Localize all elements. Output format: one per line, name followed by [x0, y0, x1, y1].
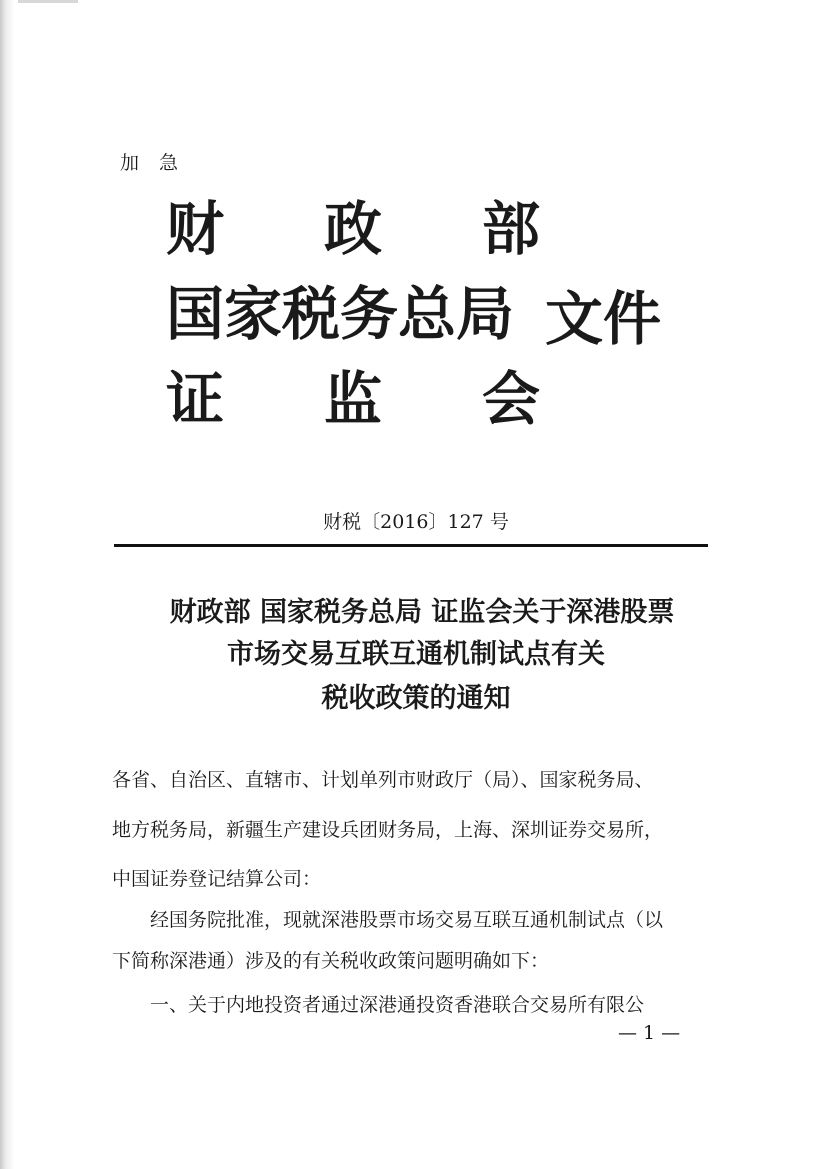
- body-line-1: 各省、自治区、直辖市、计划单列市财政厅（局）、国家税务局、: [112, 769, 654, 791]
- title-line-1: 财政部 国家税务总局 证监会关于深港股票: [169, 597, 675, 628]
- issuer-char: 部: [482, 195, 541, 263]
- document-suffix: 文件: [545, 285, 662, 353]
- issuer-char: 监: [324, 365, 383, 433]
- issuer-char: 会: [482, 365, 541, 433]
- title-line-3: 税收政策的通知: [321, 683, 511, 714]
- issuer-char: 政: [324, 195, 383, 263]
- scan-edge-shadow: [0, 0, 14, 1169]
- page-number: — 1 —: [618, 1022, 681, 1044]
- body-line-2: 地方税务局，新疆生产建设兵团财务局，上海、深圳证券交易所，: [112, 819, 664, 841]
- issuer-char: 证: [166, 365, 225, 433]
- body-line-3: 中国证券登记结算公司：: [112, 868, 322, 890]
- issuer-char: 财: [166, 195, 225, 263]
- issuer-csrc: [166, 365, 541, 433]
- document-number: 财税〔2016〕127 号: [323, 511, 509, 533]
- header-divider: [114, 544, 708, 547]
- body-line-5: 下简称深港通）涉及的有关税收政策问题明确如下：: [112, 950, 550, 972]
- title-line-2: 市场交易互联互通机制试点有关: [227, 639, 605, 670]
- urgency-label: 加急: [120, 152, 199, 174]
- issuer-ministry-of-finance: [166, 195, 541, 263]
- body-line-4: 经国务院批准，现就深港股票市场交易互联互通机制试点（以: [150, 909, 664, 931]
- issuer-state-tax-administration: 国家税务总局: [166, 280, 515, 348]
- scan-top-edge: [18, 0, 78, 3]
- body-line-6: 一、关于内地投资者通过深港通投资香港联合交易所有限公: [150, 994, 645, 1016]
